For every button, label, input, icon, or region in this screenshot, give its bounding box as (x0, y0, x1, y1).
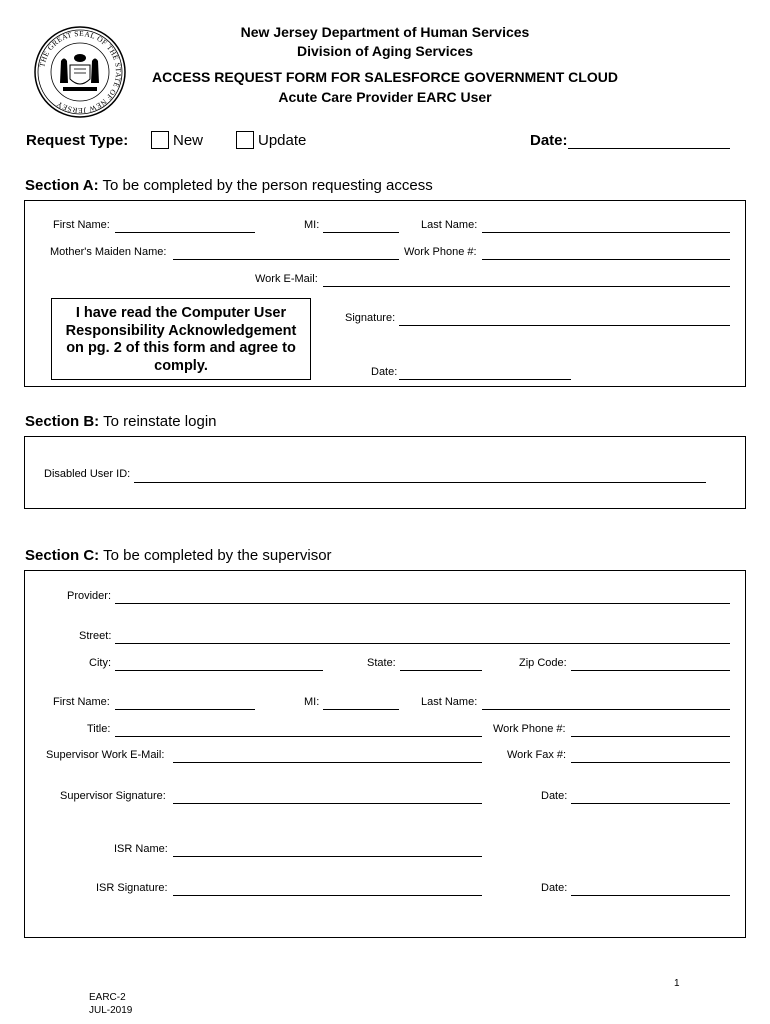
seal-ring-text: THE GREAT SEAL OF THE STATE OF NEW JERSEY (37, 28, 124, 116)
form-title: ACCESS REQUEST FORM FOR SALESFORCE GOVERNMENT CLOUD (152, 69, 618, 85)
a-work-phone-label: Work Phone #: (404, 246, 477, 258)
page-number: 1 (674, 978, 680, 989)
c-date-field[interactable] (571, 803, 730, 804)
c-first-name-field[interactable] (115, 709, 255, 710)
a-maiden-name-field[interactable] (173, 259, 399, 260)
c-work-phone-field[interactable] (571, 736, 730, 737)
a-work-email-label: Work E-Mail: (255, 273, 318, 285)
request-new-label: New (173, 132, 204, 149)
c-work-phone-label: Work Phone #: (493, 723, 566, 735)
a-last-name-label: Last Name: (421, 219, 478, 231)
c-isr-date-field[interactable] (571, 895, 730, 896)
form-code: EARC-2 (89, 992, 126, 1003)
a-first-name-field[interactable] (115, 232, 255, 233)
section-b-box (24, 436, 746, 509)
c-title-field[interactable] (115, 736, 482, 737)
c-provider-field[interactable] (115, 603, 730, 604)
c-isr-signature-label: ISR Signature: (96, 882, 168, 894)
c-street-label: Street: (79, 630, 112, 642)
division-title: Division of Aging Services (296, 43, 474, 59)
a-work-email-field[interactable] (323, 286, 730, 287)
a-work-phone-field[interactable] (482, 259, 730, 260)
request-date-field[interactable] (568, 148, 730, 149)
section-a-subtitle: To be completed by the person requesting access (102, 177, 433, 194)
request-new-checkbox[interactable] (151, 131, 169, 149)
c-supervisor-signature-field[interactable] (173, 803, 482, 804)
a-date-label: Date: (371, 366, 398, 378)
c-isr-signature-field[interactable] (173, 895, 482, 896)
a-mi-label: MI: (304, 219, 320, 231)
section-c-subtitle: To be completed by the supervisor (103, 547, 332, 564)
c-state-label: State: (367, 657, 396, 669)
c-work-fax-field[interactable] (571, 762, 730, 763)
b-disabled-user-id-field[interactable] (134, 482, 706, 483)
c-provider-label: Provider: (67, 590, 112, 602)
c-isr-name-label: ISR Name: (114, 843, 168, 855)
section-c-title: Section C: (25, 547, 100, 564)
c-street-field[interactable] (115, 643, 730, 644)
c-title-label: Title: (87, 723, 111, 735)
section-a-title: Section A: (25, 177, 99, 194)
section-c-heading (25, 547, 332, 564)
department-title: New Jersey Department of Human Services (240, 24, 530, 40)
c-supervisor-email-field[interactable] (173, 762, 482, 763)
c-zip-field[interactable] (571, 670, 730, 671)
request-update-checkbox[interactable] (236, 131, 254, 149)
c-last-name-label: Last Name: (421, 696, 478, 708)
request-type-label: Request Type: (26, 132, 129, 149)
acknowledgement-text: I have read the Computer User Responsibility Acknowledgement on pg. 2 of this form and agree to comply. (65, 305, 297, 374)
a-last-name-field[interactable] (482, 232, 730, 233)
a-date-field[interactable] (399, 379, 571, 380)
c-mi-label: MI: (304, 696, 320, 708)
c-state-field[interactable] (400, 670, 482, 671)
c-isr-date-label: Date: (541, 882, 568, 894)
c-supervisor-email-label: Supervisor Work E-Mail: (46, 749, 165, 761)
form-revision-date: JUL-2019 (89, 1005, 133, 1016)
a-signature-label: Signature: (345, 312, 396, 324)
section-b-title: Section B: (25, 413, 100, 430)
acknowledgement-box (51, 298, 311, 380)
form-subtitle: Acute Care Provider EARC User (278, 89, 492, 105)
c-mi-field[interactable] (323, 709, 399, 710)
c-city-field[interactable] (115, 670, 323, 671)
b-disabled-user-id-label: Disabled User ID: (44, 468, 131, 480)
c-date-label: Date: (541, 790, 568, 802)
section-a-heading (25, 177, 433, 194)
a-mi-field[interactable] (323, 232, 399, 233)
a-signature-field[interactable] (399, 325, 730, 326)
c-first-name-label: First Name: (53, 696, 110, 708)
request-update-label: Update (258, 132, 307, 149)
section-b-heading (25, 413, 217, 430)
c-isr-name-field[interactable] (173, 856, 482, 857)
a-first-name-label: First Name: (53, 219, 110, 231)
request-date-label: Date: (530, 132, 568, 149)
section-b-subtitle: To reinstate login (103, 413, 217, 430)
c-last-name-field[interactable] (482, 709, 730, 710)
a-maiden-name-label: Mother's Maiden Name: (50, 246, 167, 258)
c-city-label: City: (89, 657, 111, 669)
c-supervisor-signature-label: Supervisor Signature: (60, 790, 166, 802)
c-zip-label: Zip Code: (519, 657, 567, 669)
c-work-fax-label: Work Fax #: (507, 749, 567, 761)
